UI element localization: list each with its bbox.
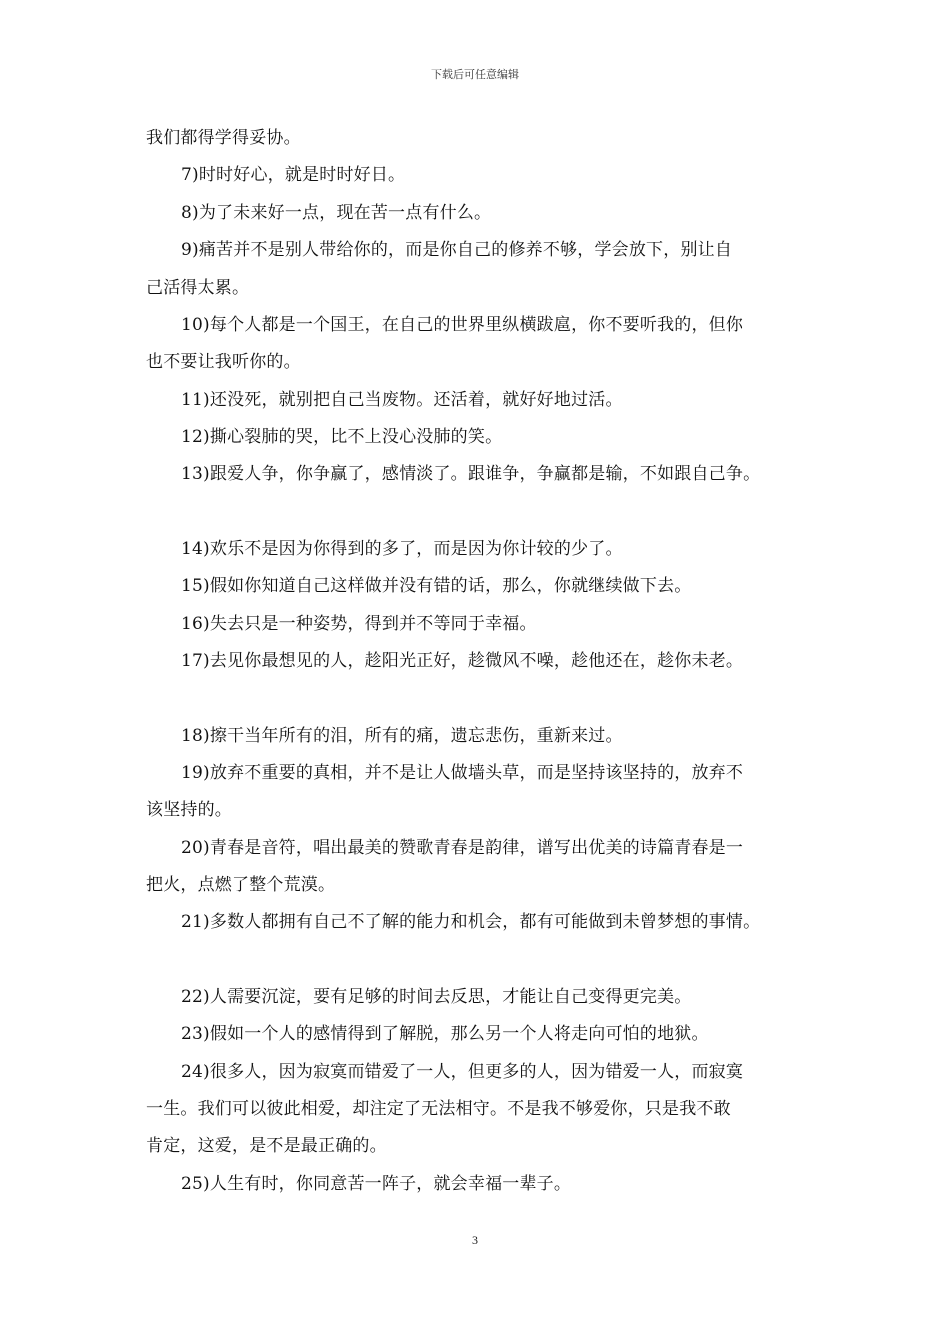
text-line: 也不要让我听你的。 — [146, 352, 301, 372]
text-line: 17)去见你最想见的人，趁阳光正好，趁微风不噪，趁他还在，趁你未老。 — [181, 651, 744, 671]
page-header: 下载后可任意编辑 — [431, 68, 519, 81]
text-line: 9)痛苦并不是别人带给你的，而是你自己的修养不够，学会放下，别让自 — [181, 240, 733, 260]
text-line: 一生。我们可以彼此相爱，却注定了无法相守。不是我不够爱你，只是我不敢 — [146, 1099, 731, 1119]
text-line: 14)欢乐不是因为你得到的多了，而是因为你计较的少了。 — [181, 539, 623, 559]
text-line: 15)假如你知道自己这样做并没有错的话，那么，你就继续做下去。 — [181, 576, 692, 596]
text-line: 该坚持的。 — [146, 800, 232, 820]
text-line: 20)青春是音符，唱出最美的赞歌青春是韵律，谱写出优美的诗篇青春是一 — [181, 838, 744, 858]
text-line: 己活得太累。 — [146, 278, 250, 298]
text-line: 把火，点燃了整个荒漠。 — [146, 875, 336, 895]
page-number: 3 — [472, 1233, 478, 1247]
text-line: 24)很多人，因为寂寞而错爱了一人，但更多的人，因为错爱一人，而寂寞 — [181, 1062, 744, 1082]
text-line: 16)失去只是一种姿势，得到并不等同于幸福。 — [181, 614, 537, 634]
text-line: 8)为了未来好一点，现在苦一点有什么。 — [181, 203, 492, 223]
text-line: 18)擦干当年所有的泪，所有的痛，遗忘悲伤，重新来过。 — [181, 726, 623, 746]
text-line: 21)多数人都拥有自己不了解的能力和机会，都有可能做到未曾梦想的事情。 — [181, 912, 761, 932]
text-line: 我们都得学得妥协。 — [146, 128, 301, 148]
text-line: 肯定，这爱，是不是最正确的。 — [146, 1136, 387, 1156]
text-line: 10)每个人都是一个国王，在自己的世界里纵横跋扈，你不要听我的，但你 — [181, 315, 744, 335]
text-line: 22)人需要沉淀，要有足够的时间去反思，才能让自己变得更完美。 — [181, 987, 692, 1007]
text-line: 11)还没死，就别把自己当废物。还活着，就好好地过活。 — [181, 390, 623, 410]
text-line: 12)撕心裂肺的哭，比不上没心没肺的笑。 — [181, 427, 503, 447]
text-line: 23)假如一个人的感情得到了解脱，那么另一个人将走向可怕的地狱。 — [181, 1024, 709, 1044]
text-line: 25)人生有时，你同意苦一阵子，就会幸福一辈子。 — [181, 1174, 572, 1194]
text-line: 13)跟爱人争，你争赢了，感情淡了。跟谁争，争赢都是输，不如跟自己争。 — [181, 464, 761, 484]
text-line: 7)时时好心，就是时时好日。 — [181, 165, 406, 185]
text-line: 19)放弃不重要的真相，并不是让人做墙头草，而是坚持该坚持的，放弃不 — [181, 763, 744, 783]
